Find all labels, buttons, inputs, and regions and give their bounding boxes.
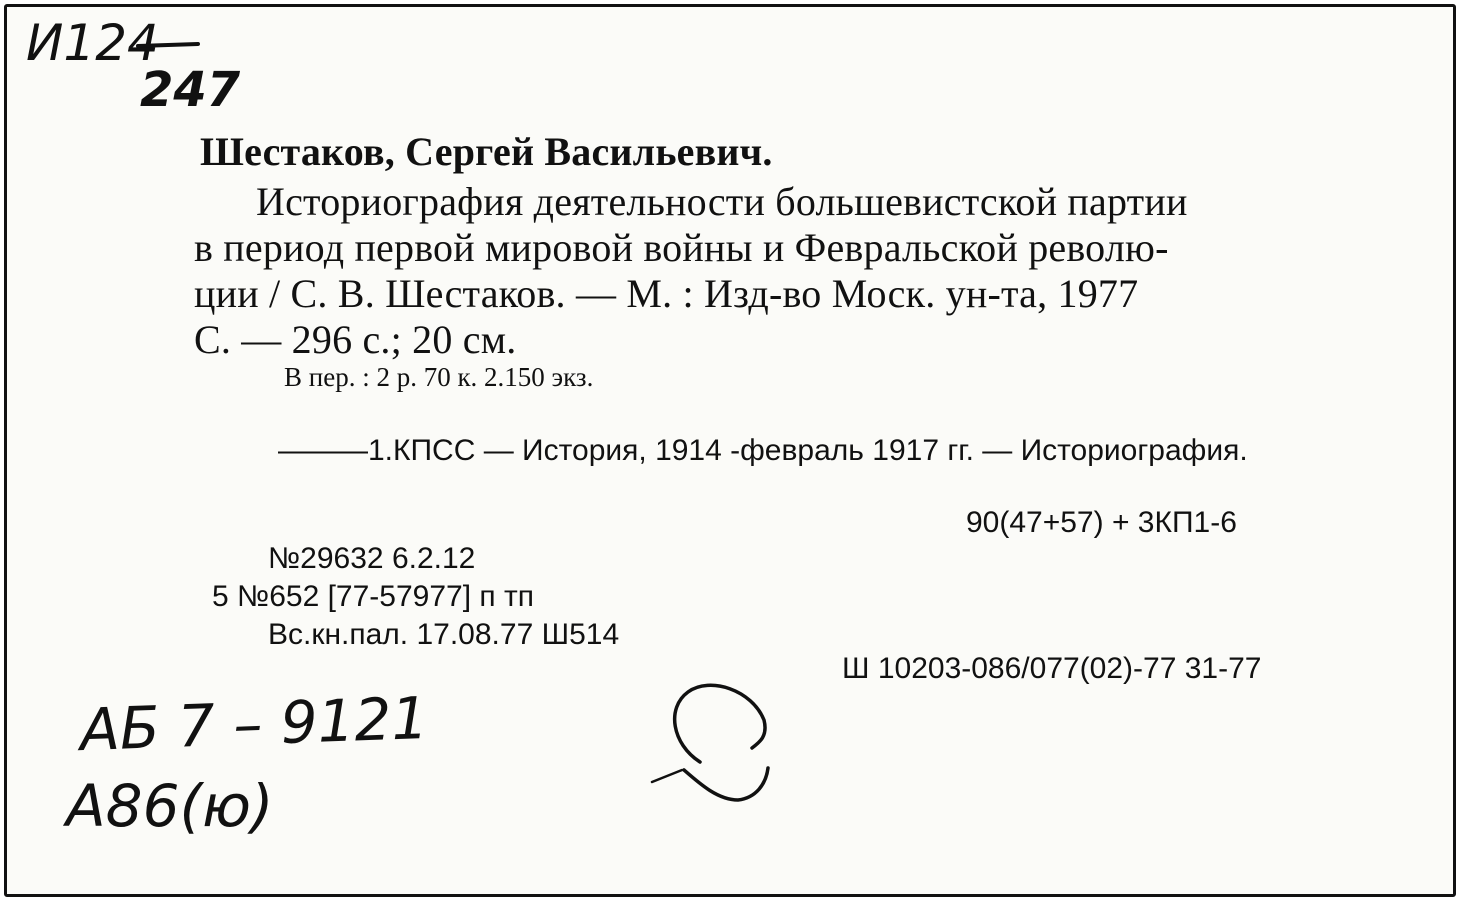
code-line: Ш 10203-086/077(02)-77 31-77 [842,652,1262,685]
handwritten-hook-mark [684,768,768,800]
handwritten-shelf-mark: И124 [26,14,159,72]
classification-index: 90(47+57) + 3КП1-6 [966,506,1237,539]
title-line: в период первой мировой войны и Февральской револю- [194,225,1169,270]
number-line: №29632 6.2.12 [268,542,476,575]
handwritten-inventory-line: АБ 7 – 9121 [78,683,430,765]
shelf-mark-rule [138,44,198,46]
title-line: Историография деятельности большевистской партии [256,179,1188,224]
price-line: В пер. : 2 р. 70 к. 2.150 экз. [284,362,594,392]
book-chamber-line: Вс.кн.пал. 17.08.77 Ш514 [268,618,620,651]
handwritten-shelf-mark-sub: 247 [140,62,241,118]
subject-heading-line: ———1.КПСС — История, 1914 -февраль 1917 гг. — Историография. [278,434,1248,467]
title-line: С. — 296 с.; 20 см. [194,317,517,362]
order-line: 5 №652 [77-57977] п тп [212,580,534,613]
handwritten-inventory-line: А86(ю) [66,772,274,840]
author-heading: Шестаков, Сергей Васильевич. [200,129,773,174]
title-line: ции / С. В. Шестаков. — М. : Изд-во Моск. ун-та, 1977 [194,271,1139,316]
handwritten-circle-mark [675,685,765,762]
